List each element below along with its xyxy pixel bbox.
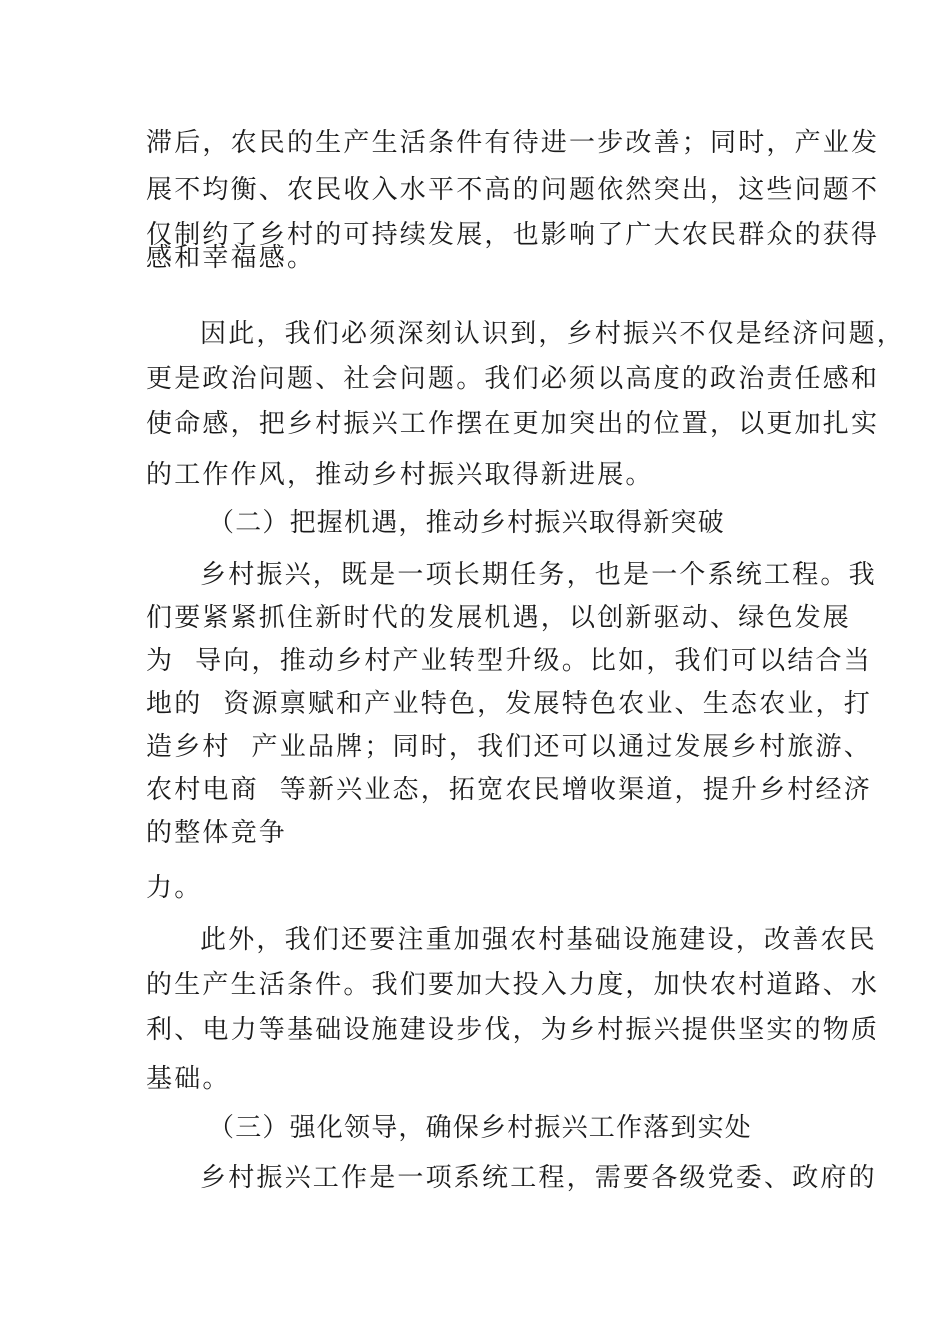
text-line: 造乡村 产业品牌；同时，我们还可以通过发展乡村旅游、	[146, 732, 872, 762]
text-line: 滞后，农民的生产生活条件有待进一步改善；同时，产业发	[146, 128, 880, 158]
text-line: 农村电商 等新兴业态，拓宽农民增收渠道，提升乡村经济	[146, 775, 872, 805]
text-line: 的工作作风，推动乡村振兴取得新进展。	[146, 460, 654, 490]
text-line: 力。	[146, 873, 203, 903]
text-line: 仅制约了乡村的可持续发展，也影响了广大农民群众的获得	[146, 220, 880, 250]
text-line: 更是政治问题、社会问题。我们必须以高度的政治责任感和	[146, 364, 880, 394]
text-line: 利、电力等基础设施建设步伐，为乡村振兴提供坚实的物质	[146, 1015, 880, 1045]
text-line: 使命感，把乡村振兴工作摆在更加突出的位置，以更加扎实	[146, 409, 880, 439]
paragraph-start-line: 因此，我们必须深刻认识到，乡村振兴不仅是经济问题，	[200, 319, 906, 349]
text-line: 的生产生活条件。我们要加大投入力度，加快农村道路、水	[146, 970, 880, 1000]
text-line: 展不均衡、农民收入水平不高的问题依然突出，这些问题不	[146, 175, 880, 205]
section-heading: （二）把握机遇，推动乡村振兴取得新突破	[208, 508, 725, 538]
text-line: 们要紧紧抓住新时代的发展机遇，以创新驱动、绿色发展	[146, 603, 852, 633]
text-line: 地的 资源禀赋和产业特色，发展特色农业、生态农业，打	[146, 689, 872, 719]
text-line: 基础。	[146, 1064, 231, 1094]
paragraph-start-line: 乡村振兴，既是一项长期任务，也是一个系统工程。我	[200, 560, 877, 590]
text-line: 为 导向，推动乡村产业转型升级。比如，我们可以结合当	[146, 646, 872, 676]
section-heading: （三）强化领导，确保乡村振兴工作落到实处	[208, 1113, 753, 1143]
text-line: 感和幸福感。	[146, 243, 316, 273]
paragraph-start-line: 乡村振兴工作是一项系统工程，需要各级党委、政府的	[200, 1163, 877, 1193]
paragraph-start-line: 此外，我们还要注重加强农村基础设施建设，改善农民	[200, 925, 877, 955]
text-line: 的整体竞争	[146, 818, 288, 848]
